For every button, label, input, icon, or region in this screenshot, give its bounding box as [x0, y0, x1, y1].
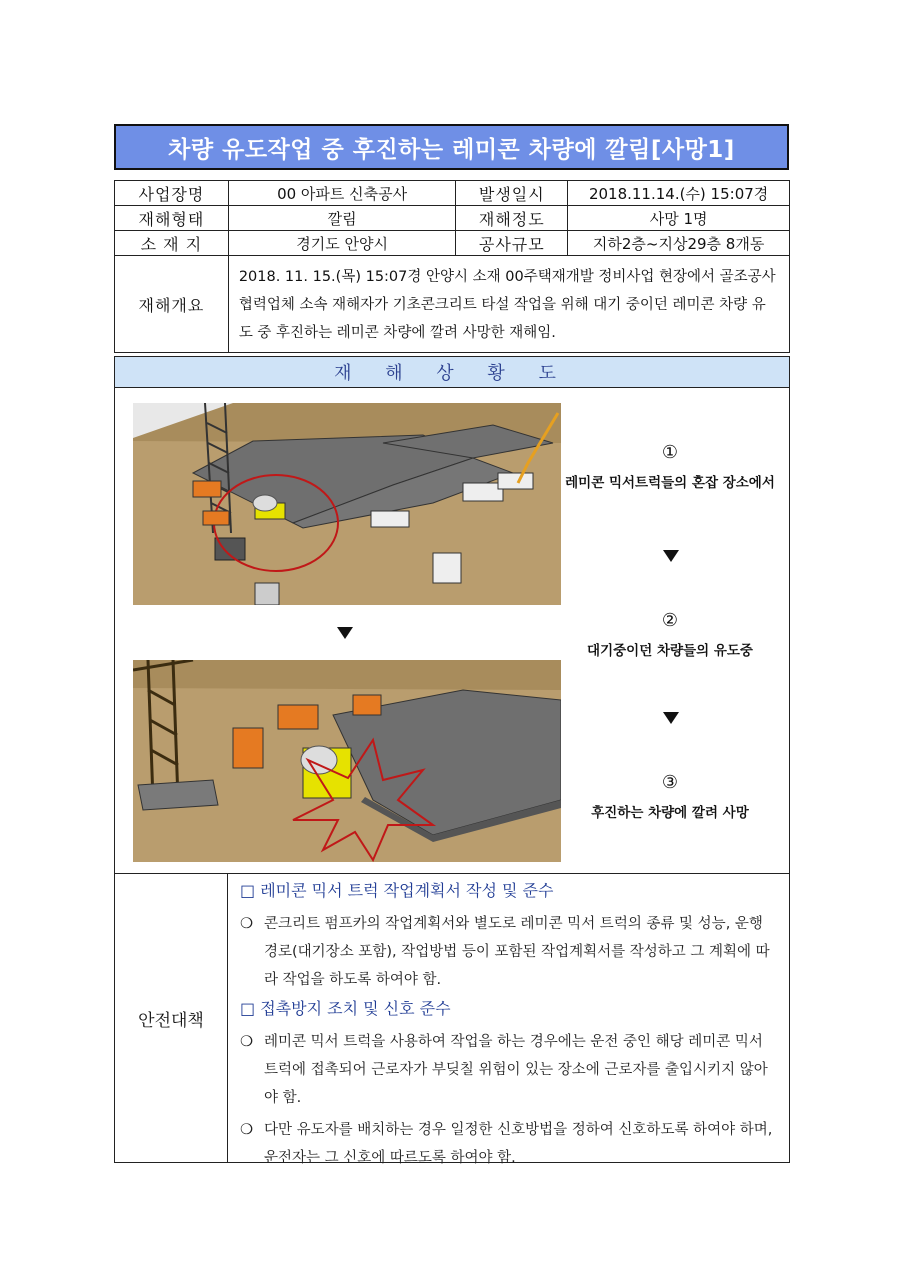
- arrow-down-icon: [337, 627, 353, 639]
- scene-1-illustration: [133, 403, 561, 605]
- step-3: [565, 772, 775, 821]
- safety-heading-2: □ 접촉방지 조치 및 신호 준수: [240, 999, 451, 1018]
- step-1: [565, 442, 775, 491]
- safety-heading-1: □ 레미콘 믹서 트럭 작업계획서 작성 및 준수: [240, 881, 554, 900]
- bullet-icon: ❍: [240, 916, 253, 932]
- arrow-down-icon: [663, 550, 679, 562]
- bullet-icon: ❍: [240, 1034, 253, 1050]
- site-label: 사업장명: [115, 181, 229, 206]
- safety-item-text: 콘크리트 펌프카의 작업계획서와 별도로 레미콘 믹서 트럭의 종류 및 성능, 운행경로(대기장소 포함), 작업방법 등이 포함된 작업계획서를 작성하고 그 계획에 따라 작업을 하도록 하여야 함.: [264, 916, 770, 988]
- safety-measures: [227, 873, 790, 1166]
- summary-value: 2018. 11. 15.(목) 15:07경 안양시 소재 00주택재개발 정비사업 현장에서 골조공사 협력업체 소속 재해자가 기초콘크리트 타설 작업을 위해 대기 중이던 레미콘 차량 유도 중 후진하는 레미콘 차량에 깔려 사망한 재해임.: [228, 256, 789, 353]
- scale-value: 지하2층~지상29층 8개동: [568, 231, 790, 256]
- type-value: 깔림: [228, 206, 456, 231]
- step-2-text: 대기중이던 차량들의 유도중: [587, 643, 753, 659]
- step-2-number: ②: [661, 610, 679, 631]
- safety-item-text: 레미콘 믹서 트럭을 사용하여 작업을 하는 경우에는 운전 중인 해당 레미콘 믹서 트럭에 접촉되어 근로자가 부딪칠 위험이 있는 장소에 근로자를 출입시키지 않아야 함.: [264, 1034, 768, 1106]
- bullet-icon: ❍: [240, 1122, 253, 1138]
- date-value: 2018.11.14.(수) 15:07경: [568, 181, 790, 206]
- summary-label: 재해개요: [115, 256, 229, 353]
- step-2: [565, 610, 775, 659]
- scale-label: 공사규모: [456, 231, 568, 256]
- incident-info-table: [114, 180, 790, 353]
- step-1-text: 레미콘 믹서트럭들의 혼잡 장소에서: [565, 475, 775, 491]
- severity-value: 사망 1명: [568, 206, 790, 231]
- page-title: 차량 유도작업 중 후진하는 레미콘 차량에 깔림[사망1]: [114, 124, 789, 170]
- severity-label: 재해정도: [456, 206, 568, 231]
- safety-item: [240, 1116, 775, 1172]
- safety-item: [240, 1028, 775, 1112]
- location-value: 경기도 안양시: [228, 231, 456, 256]
- scene-2-illustration: [133, 660, 561, 862]
- step-3-number: ③: [661, 772, 679, 793]
- safety-item-text: 다만 유도자를 배치하는 경우 일정한 신호방법을 정하여 신호하도록 하여야 하며, 운전자는 그 신호에 따르도록 하여야 함.: [264, 1122, 773, 1166]
- location-label: 소 재 지: [115, 231, 229, 256]
- step-1-number: ①: [661, 442, 679, 463]
- date-label: 발생일시: [456, 181, 568, 206]
- step-3-text: 후진하는 차량에 깔려 사망: [591, 805, 749, 821]
- situation-banner: 재 해 상 황 도: [114, 356, 790, 388]
- site-value: 00 아파트 신축공사: [228, 181, 456, 206]
- arrow-down-icon: [663, 712, 679, 724]
- type-label: 재해형태: [115, 206, 229, 231]
- safety-label: 안전대책: [114, 873, 228, 1163]
- safety-item: [240, 910, 775, 994]
